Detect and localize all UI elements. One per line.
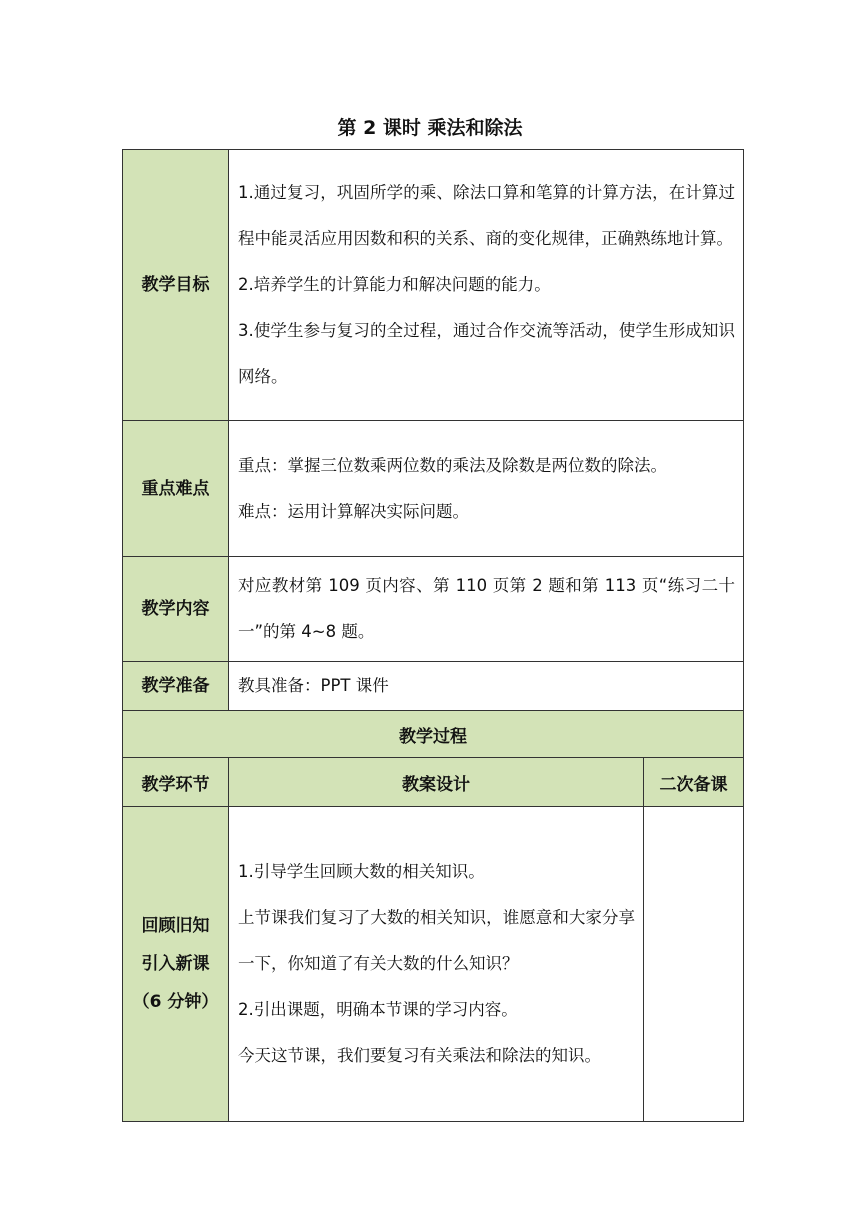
preparation-text (229, 662, 744, 711)
objective-item: 3.使学生参与复习的全过程，通过合作交流等活动，使学生形成知识网络。 (238, 321, 735, 386)
key-points-label: 重点难点 (123, 421, 229, 557)
difficulty-item: 难点：运用计算解决实际问题。 (238, 501, 469, 521)
preparation-label: 教学准备 (123, 662, 229, 711)
objectives-row (123, 150, 744, 421)
content-text (229, 557, 744, 662)
design-paragraph: 今天这节课，我们要复习有关乘法和除法的知识。 (238, 1046, 601, 1065)
objective-item: 2.培养学生的计算能力和解决问题的能力。 (238, 275, 551, 294)
stage-label (123, 807, 229, 1122)
objectives-label: 教学目标 (123, 150, 229, 421)
key-points-content (229, 421, 744, 557)
preparation-paragraph: 教具准备：PPT 课件 (238, 676, 389, 695)
content-label: 教学内容 (123, 557, 229, 662)
column-header-notes: 二次备课 (644, 758, 744, 807)
stage-row (123, 807, 744, 1122)
key-point-item: 重点：掌握三位数乘两位数的乘法及除数是两位数的除法。 (238, 455, 667, 475)
column-header-stage: 教学环节 (123, 758, 229, 807)
lesson-plan-table (122, 149, 744, 1122)
objective-item: 1.通过复习，巩固所学的乘、除法口算和笔算的计算方法，在计算过程中能灵活应用因数和积的关系、商的变化规律，正确熟练地计算。 (238, 183, 735, 248)
preparation-row (123, 662, 744, 711)
objectives-content (229, 150, 744, 421)
content-paragraph: 对应教材第 109 页内容、第 110 页第 2 题和第 113 页“练习二十一”的第 4~8 题。 (238, 576, 735, 641)
stage-label-line: 引入新课 (141, 954, 210, 974)
page-title: 第 2 课时 乘法和除法 (337, 117, 523, 139)
key-points-row (123, 421, 744, 557)
design-paragraph: 1.引导学生回顾大数的相关知识。 (238, 862, 485, 881)
design-paragraph: 上节课我们复习了大数的相关知识，谁愿意和大家分享一下，你知道了有关大数的什么知识？ (238, 908, 635, 973)
column-header-design: 教案设计 (229, 758, 644, 807)
process-header: 教学过程 (123, 711, 744, 758)
stage-design (229, 807, 644, 1122)
stage-label-line: 回顾旧知 (141, 916, 210, 936)
stage-notes (644, 807, 744, 1122)
column-header-row (123, 758, 744, 807)
design-paragraph: 2.引出课题，明确本节课的学习内容。 (238, 1000, 518, 1019)
stage-duration: （6 分钟） (132, 992, 219, 1012)
process-header-row (123, 711, 744, 758)
content-row (123, 557, 744, 662)
